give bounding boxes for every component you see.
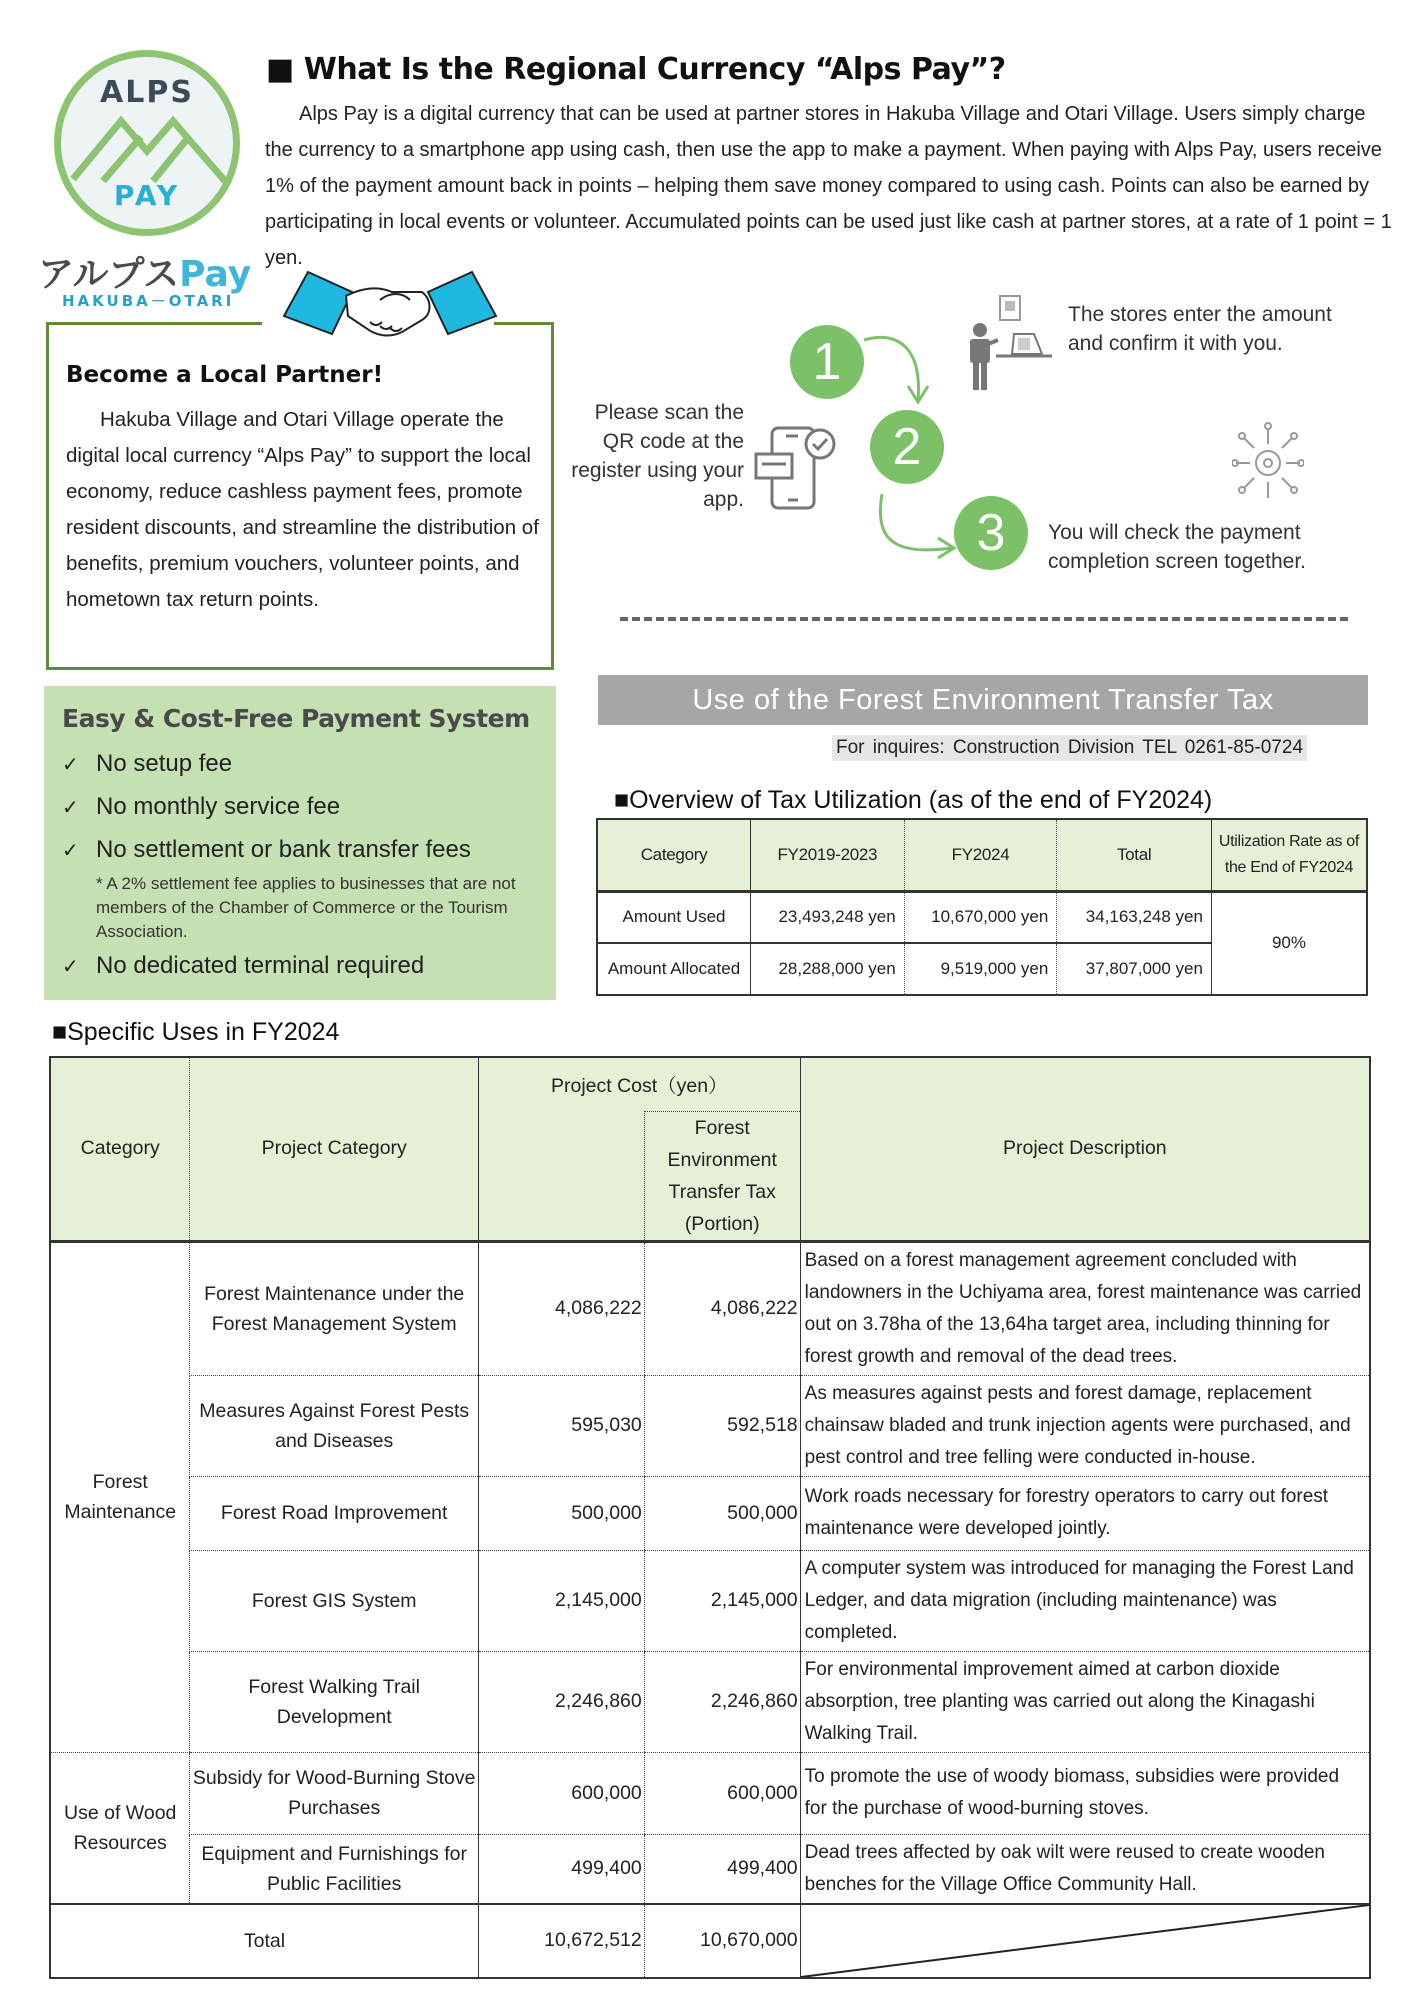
- table-row: [50, 1375, 1370, 1476]
- ov-cell-total: 34,163,248 yen: [1057, 891, 1212, 943]
- logo-jp-pay: Pay: [179, 254, 252, 295]
- sp-cell-project: Forest Road Improvement: [190, 1476, 479, 1550]
- sp-cell-tax: 2,246,860: [644, 1651, 800, 1752]
- step-1-circle: 1: [790, 325, 864, 399]
- sp-header-cost-total: [478, 1111, 644, 1241]
- sp-total-tax: 10,670,000: [644, 1904, 800, 1978]
- sp-cell-description: Work roads necessary for forestry operators to carry out forest maintenance were developed jointly.: [800, 1476, 1370, 1550]
- sp-cell-project: Forest GIS System: [190, 1550, 479, 1651]
- overview-table: [596, 818, 1368, 996]
- sp-cell-project: Forest Maintenance under the Forest Management System: [190, 1241, 479, 1375]
- sp-group-category: Forest Maintenance: [50, 1241, 190, 1752]
- ov-header-category: Category: [597, 819, 751, 891]
- ov-cell-category: Amount Allocated: [607, 959, 741, 978]
- celebration-icon: [1232, 420, 1304, 506]
- sp-header-description: Project Description: [800, 1057, 1370, 1241]
- ov-header-total: Total: [1057, 819, 1212, 891]
- table-row: [50, 1476, 1370, 1550]
- logo-jp-text: アルプス: [38, 254, 180, 295]
- logo-pay-text: PAY: [113, 179, 181, 212]
- sp-total-cost: 10,672,512: [478, 1904, 644, 1978]
- easy-item: [62, 750, 232, 778]
- specific-uses-table: [49, 1056, 1371, 1979]
- easy-item-label: No setup fee: [96, 750, 233, 777]
- overview-heading: ■Overview of Tax Utilization (as of the end of FY2024): [614, 786, 1213, 814]
- sp-header-tax-portion: Forest Environment Transfer Tax (Portion): [644, 1111, 800, 1241]
- sp-cell-tax: 600,000: [644, 1752, 800, 1834]
- check-icon: ✓: [62, 956, 79, 978]
- step-3-circle: 3: [954, 496, 1028, 570]
- handshake-icon: [282, 270, 498, 340]
- partner-title: Become a Local Partner!: [66, 362, 384, 388]
- table-row: [50, 1834, 1370, 1904]
- arrow-2-to-3-icon: [874, 490, 964, 570]
- easy-item-label: No dedicated terminal required: [96, 952, 425, 979]
- easy-note: * A 2% settlement fee applies to businesses that are not members of the Chamber of Commerce or the Tourism Association.: [96, 874, 516, 941]
- table-row: [597, 891, 1367, 943]
- sp-cell-cost: 2,145,000: [478, 1550, 644, 1651]
- sp-cell-cost: 4,086,222: [478, 1241, 644, 1375]
- partner-body: Hakuba Village and Otari Village operate the digital local currency “Alps Pay” to support the local economy, reduce cashless payment fees, promote resident discounts, and streamline the distribution of benefits, premium vouchers, volunteer points, and hometown tax return points.: [66, 408, 539, 611]
- sp-cell-description: To promote the use of woody biomass, subsidies were provided for the purchase of wood-burning stoves.: [800, 1752, 1370, 1834]
- sp-group-category: Use of Wood Resources: [64, 1801, 177, 1854]
- sp-cell-tax: 4,086,222: [644, 1241, 800, 1375]
- sp-cell-project: Measures Against Forest Pests and Diseases: [190, 1375, 479, 1476]
- easy-item: [62, 836, 471, 864]
- sp-cell-description: As measures against pests and forest damage, replacement chainsaw bladed and trunk injection agents were purchased, and pest control and tree felling were conducted in-house.: [800, 1375, 1370, 1476]
- ov-header-fy2024: FY2024: [904, 819, 1057, 891]
- sp-cell-cost: 2,246,860: [478, 1651, 644, 1752]
- logo-subtitle: HAKUBA－OTARI: [62, 292, 235, 310]
- diagonal-slash: [801, 1905, 1369, 1977]
- ov-header-rate: Utilization Rate as of the End of FY2024: [1211, 819, 1367, 891]
- easy-item-label: No monthly service fee: [96, 793, 341, 820]
- sp-cell-description: Based on a forest management agreement concluded with landowners in the Uchiyama area, forest maintenance was carried out on 3.78ha of the 13,64ha target area, including thinning for forest growth and removal of the dead trees.: [800, 1241, 1370, 1375]
- logo-alps-text: ALPS: [100, 75, 194, 110]
- sp-cell-tax: 499,400: [644, 1834, 800, 1904]
- dashed-divider: [620, 617, 1348, 621]
- arrow-1-to-2-icon: [860, 330, 940, 410]
- sp-total-label: Total: [50, 1904, 478, 1978]
- check-icon: ✓: [62, 797, 79, 819]
- sp-cell-cost: 499,400: [478, 1834, 644, 1904]
- sp-cell-tax: 500,000: [644, 1476, 800, 1550]
- ov-cell-fy2024: 10,670,000 yen: [904, 891, 1057, 943]
- sp-cell-project: Forest Walking Trail Development: [190, 1651, 479, 1752]
- sp-cell-project: Subsidy for Wood-Burning Stove Purchases: [190, 1752, 479, 1834]
- ov-header-fy2019: FY2019-2023: [751, 819, 905, 891]
- specific-heading: ■Specific Uses in FY2024: [52, 1018, 340, 1046]
- easy-item-label: No settlement or bank transfer fees: [96, 836, 471, 863]
- easy-item: [62, 952, 424, 980]
- table-row: [50, 1752, 1370, 1834]
- ov-cell-fy2024: 9,519,000 yen: [904, 943, 1057, 995]
- inquiry-contact: For inquires: Construction Division TEL 0261-85-0724: [832, 735, 1307, 761]
- alps-pay-logo: [54, 50, 240, 236]
- ov-cell-fy2019: 28,288,000 yen: [751, 943, 905, 995]
- check-icon: ✓: [62, 754, 79, 776]
- sp-cell-description: For environmental improvement aimed at carbon dioxide absorption, tree planting was carried out along the Kinagashi Walking Trail.: [800, 1651, 1370, 1752]
- easy-title: Easy & Cost-Free Payment System: [62, 704, 530, 733]
- ov-cell-fy2019: 23,493,248 yen: [751, 891, 905, 943]
- store-clerk-icon: [966, 294, 1056, 394]
- sp-header-project-category: Project Category: [190, 1057, 479, 1241]
- check-icon: ✓: [62, 840, 79, 862]
- sp-cell-tax: 2,145,000: [644, 1550, 800, 1651]
- step-2-circle: 2: [870, 410, 944, 484]
- phone-payment-icon: [752, 422, 844, 514]
- intro-heading: ■ What Is the Regional Currency “Alps Pay”?: [266, 52, 1006, 87]
- step-3-text: You will check the payment completion screen together.: [1048, 521, 1306, 573]
- step-1-text: Please scan the QR code at the register using your app.: [571, 401, 744, 511]
- forest-banner: Use of the Forest Environment Transfer Tax: [598, 675, 1368, 725]
- mountain-icon: [69, 107, 229, 187]
- ov-cell-category: Amount Used: [597, 891, 751, 943]
- ov-cell-rate: 90%: [1211, 891, 1367, 995]
- sp-total-empty-cell: [800, 1904, 1370, 1978]
- table-row: [50, 1241, 1370, 1375]
- sp-cell-description: Dead trees affected by oak wilt were reused to create wooden benches for the Village Office Community Hall.: [800, 1834, 1370, 1904]
- partner-paragraph: [66, 402, 544, 618]
- intro-body: Alps Pay is a digital currency that can be used at partner stores in Hakuba Village and Otari Village. Users simply charge the currency to a smartphone app using cash, then use the app to make a payment. When paying with Alps Pay, users receive 1% of the payment amount back in points – helping them save money compared to using cash. Points can also be earned by participating in local events or volunteer. Accumulated points can be used just like cash at partner stores, at a rate of 1 point = 1 yen.: [265, 103, 1392, 269]
- table-row-total: [50, 1904, 1370, 1978]
- ov-cell-total: 37,807,000 yen: [1057, 943, 1212, 995]
- sp-header-category: Category: [50, 1057, 190, 1241]
- sp-cell-cost: 500,000: [478, 1476, 644, 1550]
- easy-item: [62, 793, 340, 821]
- sp-cell-description: A computer system was introduced for managing the Forest Land Ledger, and data migration (including maintenance) was completed.: [800, 1550, 1370, 1651]
- step-2-text: The stores enter the amount and confirm it with you.: [1068, 303, 1332, 355]
- table-row: [50, 1651, 1370, 1752]
- intro-paragraph: [265, 96, 1395, 276]
- sp-cell-project: Equipment and Furnishings for Public Facilities: [190, 1834, 479, 1904]
- sp-cell-tax: 592,518: [644, 1375, 800, 1476]
- sp-cell-cost: 600,000: [478, 1752, 644, 1834]
- sp-cell-cost: 595,030: [478, 1375, 644, 1476]
- table-row: [50, 1550, 1370, 1651]
- sp-header-project-cost: Project Cost（yen）: [478, 1057, 800, 1111]
